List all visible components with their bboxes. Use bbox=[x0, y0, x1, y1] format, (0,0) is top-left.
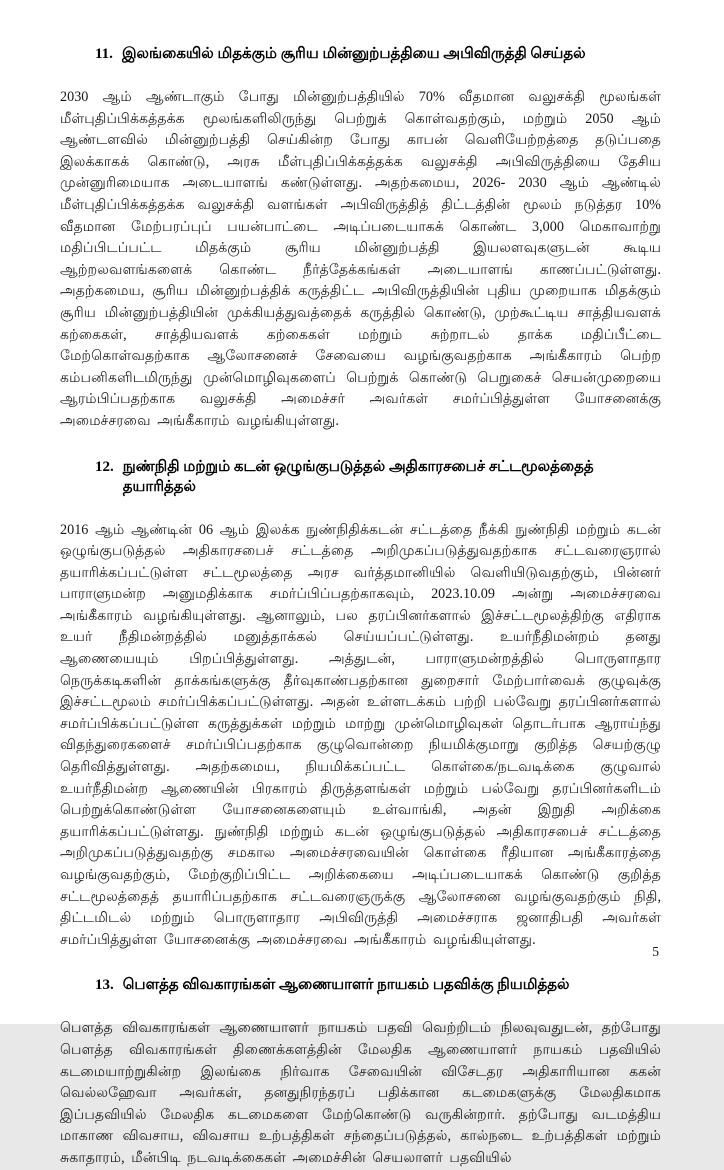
section-12-heading-text: நுண்நிதி மற்றும் கடன் ஒழுங்குபடுத்தல் அதிகாரசபைச் சட்டமூலத்தைத் தயாரித்தல் bbox=[122, 458, 594, 495]
section-13-heading bbox=[95, 975, 661, 995]
section-11-heading bbox=[95, 44, 661, 64]
section-11-body: 2030 ஆம் ஆண்டாகும் போது மின்னுற்பத்தியில் 70% வீதமான வலுசக்தி மூலங்கள் மீள்புதிப்பிக்கத்தக்க மூலங்களிலிருந்து பெற்றுக் கொள்வதற்கும், மற்றும் 2050 ஆம் ஆண்டளவில் மின்னுற்பத்தி செய்கின்ற போது காபன் வெளியேற்றத்தை தடுப்பதை இலக்காகக் கொண்டு, அரசு மீள்புதிப்பிக்கத்தக்க வலுசக்தி அபிவிருத்தியை தேசிய முன்னுரிமையாக அடையாளங் கண்டுள்ளது. அதற்கமைய, 2026- 2030 ஆம் ஆண்டில் மீள்புதிப்பிக்கத்தக்க வலுசக்தி வளங்கள் அபிவிருத்தித் திட்டத்தின் மூலம் நடுத்தர 10% வீதமான மேற்பரப்புப் பயன்பாட்டை அடிப்படையாகக் கொண்ட 3,000 மெகாவாற்று மதிப்பிடப்பட்ட மிதக்கும் சூரிய மின்னுற்பத்தி இயலளவுகளுடன் கூடிய ஆற்றலவளங்களைக் கொண்ட நீர்த்தேக்கங்கள் அடையாளங் காணப்பட்டுள்ளது. அதற்கமைய, சூரிய மின்னுற்பத்திக் கருத்திட்ட அபிவிருத்தியின் புதிய முறையாக மிதக்கும் சூரிய மின்னுற்பத்தியின் முக்கியத்துவத்தைக் கருத்தில் கொண்டு, முற்கூட்டிய சாத்தியவளக் கற்கைகள், சாத்தியவளக் கற்கைகள் மற்றும் சுற்றாடல் தாக்க மதிப்பீட்டை மேற்கொள்வதற்காக ஆலோசனைச் சேவையை வழங்குவதற்காக அங்கீகாரம் பெற்ற கம்பனிகளிடமிருந்து முன்மொழிவுகளைப் பெற்றுக் கொண்டு பெறுகைச் செயன்முறையை ஆரம்பிப்பதற்காக வலுசக்தி அமைச்சர் அவர்கள் சமர்ப்பித்துள்ள யோசனைக்கு அமைச்சரவை அங்கீகாரம் வழங்கியுள்ளது. bbox=[60, 89, 661, 429]
section-11 bbox=[60, 44, 661, 433]
section-13-heading-text: பௌத்த விவகாரங்கள் ஆணையாளர் நாயகம் பதவிக்கு நியமித்தல் bbox=[122, 977, 570, 994]
section-12-body: 2016 ஆம் ஆண்டின் 06 ஆம் இலக்க நுண்நிதிக்கடன் சட்டத்தை நீக்கி நுண்நிதி மற்றும் கடன் ஒழுங்குபடுத்தல் அதிகாரசபைச் சட்டத்தை அறிமுகப்படுத்துவதற்காக சட்டவரைஞரால் தயாரிக்கப்பட்டுள்ள சட்டமூலத்தை அரச வர்த்தமானியில் வெளியிடுவதற்கும், பின்னர் பாராளுமன்ற அனுமதிக்காக சமர்ப்பிப்பதற்காகவும், 2023.10.09 அன்று அமைச்சரவை அங்கீகாரம் வழங்கியுள்ளது. ஆனாலும், பல தரப்பினர்களால் இச்சட்டமூலத்திற்கு எதிராக உயர் நீதிமன்றத்தில் மனுத்தாக்கல் செய்யப்பட்டுள்ளது. உயர்நீதிமன்றம் தனது ஆணையையும் பிறப்பித்துள்ளது. அத்துடன், பாராளுமன்றத்தில் பொருளாதார நெருக்கடிகளின் தாக்கங்களுக்கு தீர்வுகாண்பதற்கான துறைசார் மேற்பார்வைக் குழுவுக்கு இச்சட்டமூலம் சமர்ப்பிக்கப்பட்டுள்ளது. அதன் உள்ளடக்கம் பற்றி பல்வேறு தரப்பினர்களால் சமர்ப்பிக்கப்பட்டுள்ள கருத்துக்கள் மற்றும் மாற்று முன்மொழிவுகள் தொடர்பாக ஆராய்ந்து விதந்துரைகளைச் சமர்ப்பிப்பதற்காக குழுவொன்றை நியமிக்குமாறு குறித்த செயற்குழு தெரிவித்துள்ளது. அதற்கமைய, நியமிக்கப்பட்ட கொள்கை/நடவடிக்கை குழுவால் உயர்நீதிமன்ற ஆணையின் பிரகாரம் திருத்தளங்கள் மற்றும் பல்வேறு தரப்பினர்களிடம் பெற்றுக்கொண்டுள்ள யோசனைகளையும் உள்வாங்கி, அதன் இறுதி அறிக்கை தயாரிக்கப்பட்டுள்ளது. நுண்நிதி மற்றும் கடன் ஒழுங்குபடுத்தல் அதிகாரசபைச் சட்டத்தை அறிமுகப்படுத்துவதற்கு சமகால அமைச்சரவையின் கொள்கை ரீதியான அங்கீகாரத்தை வழங்குவதற்கும், மேற்குறிப்பிட்ட அறிக்கையை அடிப்படையாகக் கொண்டு குறித்த சட்டமூலத்தைத் தயாரிப்பதற்காக சட்டவரைஞருக்கு ஆலோசனை வழங்குவதற்கும் நிதி, திட்டமிடல் மற்றும் பொருளாதார அபிவிருத்தி அமைச்சராக ஜனாதிபதி அவர்கள் சமர்ப்பித்துள்ள யோசனைக்கு அமைச்சரவை அங்கீகாரம் வழங்கியுள்ளது. bbox=[60, 521, 661, 948]
section-12 bbox=[60, 457, 661, 952]
section-12-heading bbox=[95, 457, 661, 497]
section-11-number: 11. bbox=[95, 46, 113, 62]
section-13 bbox=[60, 975, 661, 1169]
page-number: 5 bbox=[652, 944, 659, 959]
section-11-heading-text: இலங்கையில் மிதக்கும் சூரிய மின்னுற்பத்தியை அபிவிருத்தி செய்தல் bbox=[121, 46, 586, 62]
section-13-number: 13. bbox=[95, 977, 114, 994]
section-13-body: பௌத்த விவகாரங்கள் ஆணையாளர் நாயகம் பதவி வெற்றிடம் நிலவுவதுடன், தற்போது பௌத்த விவகாரங்கள் திணைக்களத்தின் மேலதிக ஆணையாளர் நாயகம் பதவியில் கடமையாற்றுகின்ற இலங்கை நிர்வாக சேவையின் விசேடதர அதிகாரியான ககன் வெல்லஹேவா அவர்கள், தனதுநிரந்தரப் பதிக்கான கடமைகளுக்கு மேலதிகமாக இப்பதவியில் மேலதிக கடமைகளை மேற்கொண்டு வருகின்றார். தற்போது வடமத்திய மாகாண விவசாய, விவசாய உற்பத்திகள் சந்தைப்படுத்தல், கால்நடை உற்பத்திகள் மற்றும் சுகாதாரம், மீன்பிடி நடவடிக்கைகள் அமைச்சின் செயலாளர் பதவியில் bbox=[60, 1020, 661, 1166]
section-12-number: 12. bbox=[95, 458, 114, 475]
